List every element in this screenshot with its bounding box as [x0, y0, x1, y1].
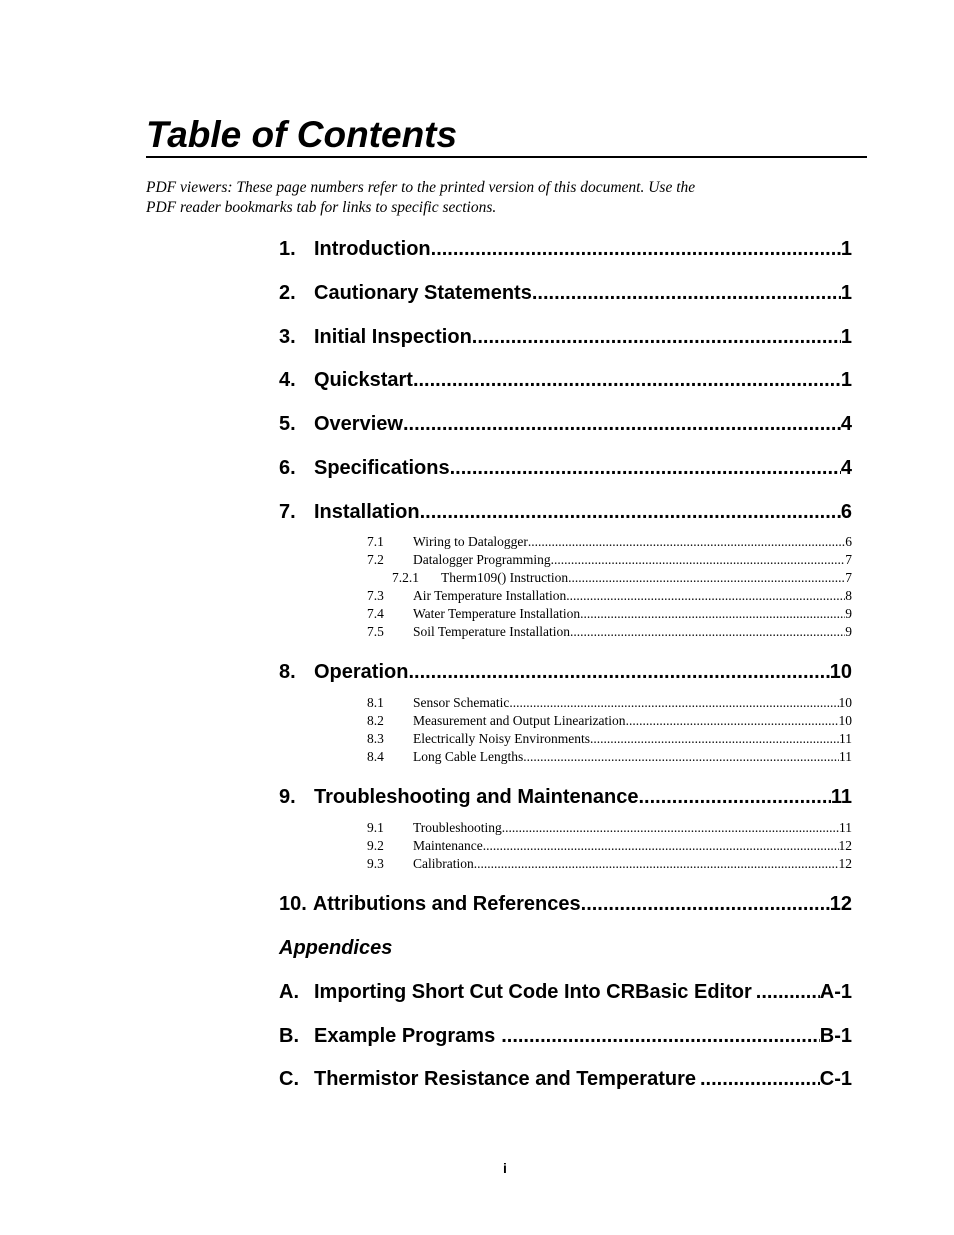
- page-title: Table of Contents: [146, 114, 458, 155]
- toc-page: 11: [830, 786, 852, 808]
- toc-subnumber: 9.1: [367, 820, 384, 835]
- toc-entry-quickstart[interactable]: [279, 367, 852, 393]
- toc-subnumber: 9.2: [367, 838, 384, 853]
- toc-subtitle: Air Temperature Installation: [413, 588, 567, 603]
- toc-subentry[interactable]: [367, 712, 852, 730]
- toc-page: 1: [840, 282, 852, 304]
- toc-subnumber: 7.3: [367, 588, 384, 603]
- toc-title: Attributions and References: [312, 893, 581, 915]
- toc-entry-attributions-and-references[interactable]: [279, 891, 852, 917]
- toc-entry-appendix-c[interactable]: [279, 1066, 852, 1092]
- toc-subnumber: 7.1: [367, 534, 384, 549]
- pdf-viewer-note: [146, 178, 786, 218]
- dot-leader: [472, 324, 841, 350]
- toc-page: 4: [840, 457, 852, 479]
- toc-entry-overview[interactable]: [279, 411, 852, 437]
- toc-subtitle: Troubleshooting: [413, 820, 502, 835]
- toc-subtitle: Wiring to Datalogger: [413, 534, 528, 549]
- dot-leader: [570, 623, 845, 641]
- dot-leader: [700, 1066, 820, 1092]
- toc-page: A-1: [819, 981, 852, 1003]
- toc-subtitle: Maintenance: [413, 838, 483, 853]
- toc-subtitle: Measurement and Output Linearization: [413, 713, 626, 728]
- toc-subtitle: Calibration: [413, 856, 474, 871]
- toc-subtitle: Soil Temperature Installation: [413, 624, 571, 639]
- toc-subpage: 12: [838, 856, 852, 871]
- toc-number: 1.: [279, 238, 296, 260]
- dot-leader: [483, 837, 839, 855]
- toc-subentry[interactable]: [367, 623, 852, 641]
- toc-subnumber: 8.2: [367, 713, 384, 728]
- toc-subtitle: Electrically Noisy Environments: [413, 731, 590, 746]
- dot-leader: [509, 694, 838, 712]
- toc-number: C.: [279, 1068, 299, 1090]
- toc-title: Thermistor Resistance and Temperature: [314, 1068, 696, 1090]
- dot-leader: [551, 551, 846, 569]
- toc-entry-specifications[interactable]: [279, 455, 852, 481]
- toc-subentry[interactable]: [367, 587, 852, 605]
- toc-number: 10.: [279, 893, 307, 915]
- toc-title: Introduction: [314, 238, 431, 260]
- toc-subnumber: 8.1: [367, 695, 384, 710]
- toc-subentry[interactable]: [367, 855, 852, 873]
- appendices-heading: Appendices: [279, 937, 393, 959]
- toc-title: Operation: [314, 661, 409, 683]
- dot-leader: [566, 587, 845, 605]
- toc-page: 1: [840, 238, 852, 260]
- toc-subsubentry[interactable]: [392, 569, 852, 587]
- dot-leader: [523, 748, 839, 766]
- toc-title: Installation: [314, 501, 420, 523]
- note-line-1: PDF viewers: These page numbers refer to the printed version of this document. Use the: [146, 179, 696, 196]
- toc-subpage: 11: [839, 749, 852, 764]
- note-line-2: PDF reader bookmarks tab for links to specific sections.: [146, 199, 497, 216]
- toc-title: Overview: [314, 413, 403, 435]
- toc-subnumber: 8.3: [367, 731, 384, 746]
- dot-leader: [756, 979, 820, 1005]
- dot-leader: [420, 499, 841, 525]
- toc-entry-appendix-b[interactable]: [279, 1023, 852, 1049]
- toc-subentry[interactable]: [367, 533, 852, 551]
- dot-leader: [581, 891, 830, 917]
- toc-subentry[interactable]: [367, 730, 852, 748]
- toc-subtitle: Datalogger Programming: [413, 552, 551, 567]
- dot-leader: [568, 569, 845, 587]
- toc-entry-initial-inspection[interactable]: [279, 324, 852, 350]
- toc-subpage: 11: [839, 820, 852, 835]
- toc-number: 4.: [279, 369, 296, 391]
- toc-title: Troubleshooting and Maintenance: [314, 786, 639, 808]
- toc-subpage: 6: [845, 534, 852, 549]
- toc-number: B.: [279, 1025, 299, 1047]
- dot-leader: [590, 730, 839, 748]
- toc-subnumber: 7.2.1: [392, 570, 419, 585]
- dot-leader: [532, 280, 841, 306]
- dot-leader: [638, 784, 830, 810]
- dot-leader: [626, 712, 839, 730]
- dot-leader: [408, 659, 829, 685]
- toc-subnumber: 9.3: [367, 856, 384, 871]
- dot-leader: [528, 533, 845, 551]
- toc-page: B-1: [819, 1025, 852, 1047]
- toc-entry-troubleshooting-and-maintenance[interactable]: [279, 784, 852, 810]
- toc-page: 1: [840, 369, 852, 391]
- toc-entry-appendix-a[interactable]: [279, 979, 852, 1005]
- toc-subentry[interactable]: [367, 819, 852, 837]
- toc-entry-operation[interactable]: [279, 659, 852, 685]
- toc-subentry[interactable]: [367, 551, 852, 569]
- toc-subpage: 9: [845, 624, 852, 639]
- toc-number: 8.: [279, 661, 296, 683]
- toc-subpage: 7: [845, 552, 852, 567]
- toc-number: 5.: [279, 413, 296, 435]
- toc-entry-introduction[interactable]: [279, 236, 852, 262]
- toc-subpage: 12: [838, 838, 852, 853]
- toc-subentry[interactable]: [367, 837, 852, 855]
- page-number: i: [503, 1160, 507, 1176]
- toc-subtitle: Sensor Schematic: [413, 695, 510, 710]
- dot-leader: [413, 367, 841, 393]
- toc-subentry[interactable]: [367, 694, 852, 712]
- dot-leader: [431, 236, 841, 262]
- toc-subpage: 10: [838, 695, 852, 710]
- toc-page: 6: [840, 501, 852, 523]
- toc-title: Example Programs: [314, 1025, 496, 1047]
- toc-subpage: 7: [845, 570, 852, 585]
- toc-number: A.: [279, 981, 299, 1003]
- toc-subnumber: 7.2: [367, 552, 384, 567]
- toc-number: 2.: [279, 282, 296, 304]
- toc-subtitle: Long Cable Lengths: [413, 749, 524, 764]
- toc-page: 12: [829, 893, 852, 915]
- toc-subpage: 8: [845, 588, 852, 603]
- dot-leader: [450, 455, 841, 481]
- toc-entry-installation[interactable]: [279, 499, 852, 525]
- dot-leader: [502, 819, 839, 837]
- toc-subpage: 10: [838, 713, 852, 728]
- toc-subnumber: 8.4: [367, 749, 384, 764]
- toc-number: 3.: [279, 326, 296, 348]
- toc-title: Cautionary Statements: [314, 282, 532, 304]
- toc-subtitle: Therm109() Instruction: [441, 570, 569, 585]
- toc-subnumber: 7.4: [367, 606, 384, 621]
- toc-subnumber: 7.5: [367, 624, 384, 639]
- dot-leader: [501, 1023, 820, 1049]
- toc-subpage: 11: [839, 731, 852, 746]
- toc-number: 6.: [279, 457, 296, 479]
- toc-page: C-1: [819, 1068, 852, 1090]
- dot-leader: [580, 605, 845, 623]
- toc-title: Quickstart: [314, 369, 413, 391]
- title-rule: [146, 156, 867, 158]
- toc-page: 10: [829, 661, 852, 683]
- dot-leader: [403, 411, 841, 437]
- toc-page: 1: [840, 326, 852, 348]
- toc-number: 9.: [279, 786, 296, 808]
- toc-page: 4: [840, 413, 852, 435]
- dot-leader: [474, 855, 839, 873]
- toc-title: Initial Inspection: [314, 326, 472, 348]
- toc-subpage: 9: [845, 606, 852, 621]
- toc-entry-cautionary-statements[interactable]: [279, 280, 852, 306]
- toc-title: Importing Short Cut Code Into CRBasic Editor: [314, 981, 752, 1003]
- toc-subentry[interactable]: [367, 605, 852, 623]
- toc-title: Specifications: [314, 457, 450, 479]
- toc-number: 7.: [279, 501, 296, 523]
- toc-subtitle: Water Temperature Installation: [413, 606, 581, 621]
- toc-subentry[interactable]: [367, 748, 852, 766]
